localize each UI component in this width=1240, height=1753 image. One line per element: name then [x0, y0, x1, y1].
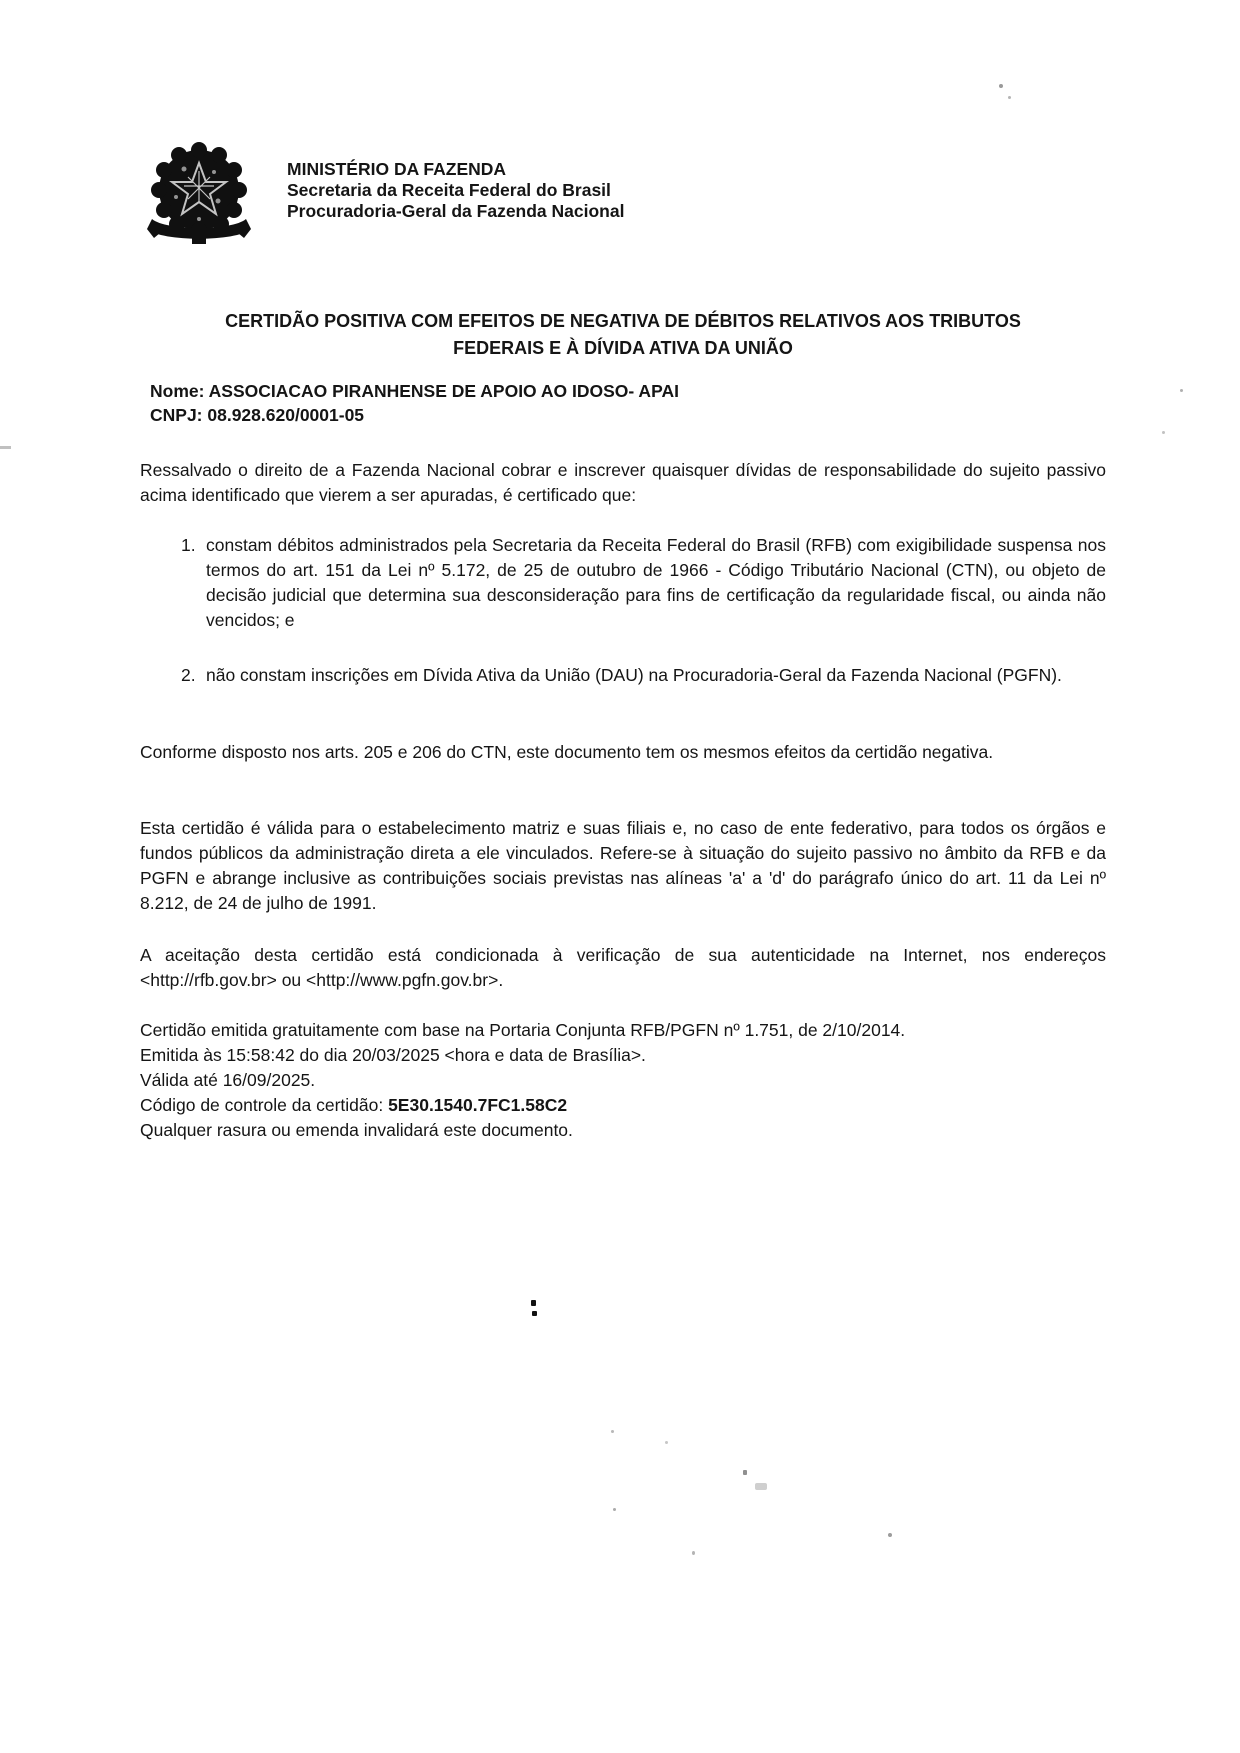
subject-name: Nome: ASSOCIACAO PIRANHENSE DE APOIO AO IDOSO- APAI [150, 381, 679, 401]
list-item-2-text: não constam inscrições em Dívida Ativa da União (DAU) na Procuradoria-Geral da Fazenda Nacional (PGFN). [206, 665, 1062, 685]
validity-line: Válida até 16/09/2025. [140, 1070, 316, 1090]
paragraph-aceitacao: A aceitação desta certidão está condicionada à verificação de sua autenticidade na Internet, nos endereços <http://rfb.gov.br> ou <http://www.pgfn.gov.br>. [140, 945, 1106, 990]
list-item-2-number: 2. [181, 665, 196, 685]
certificate-title [140, 308, 1106, 362]
scan-speck [1162, 431, 1165, 434]
scan-speck [531, 1300, 536, 1306]
list-item-1-text: constam débitos administrados pela Secretaria da Receita Federal do Brasil (RFB) com exigibilidade suspensa nos termos do art. 151 da Lei nº 5.172, de 25 de outubro de 1966 - Código Tributário Nacional (CTN), ou objeto de decisão judicial que determina sua desconsideração para fins de certificação da regularidade fiscal, ou ainda não vencidos; e [206, 535, 1106, 630]
scan-speck [611, 1430, 614, 1433]
emission-block [140, 1018, 1150, 1143]
ministry-name: MINISTÉRIO DA FAZENDA [287, 159, 507, 179]
emission-base-line: Certidão emitida gratuitamente com base na Portaria Conjunta RFB/PGFN nº 1.751, de 2/10/2014. [140, 1020, 906, 1040]
scan-speck [888, 1533, 892, 1537]
scan-speck [0, 446, 11, 449]
paragraph-conforme: Conforme disposto nos arts. 205 e 206 do CTN, este documento tem os mesmos efeitos da certidão negativa. [140, 742, 994, 762]
warning-line: Qualquer rasura ou emenda invalidará este documento. [140, 1120, 573, 1140]
certificate-title-line1: CERTIDÃO POSITIVA COM EFEITOS DE NEGATIVA DE DÉBITOS RELATIVOS AOS TRIBUTOS [225, 311, 1021, 331]
scan-speck [755, 1483, 767, 1490]
paragraph-validade-abrangencia: Esta certidão é válida para o estabelecimento matriz e suas filiais e, no caso de ente federativo, para todos os órgãos e fundos públicos da administração direta a ele vinculados. Refere-se à situação do sujeito passivo no âmbito da RFB e da PGFN e abrange inclusive as contribuições sociais previstas nas alíneas 'a' a 'd' do parágrafo único do art. 11 da Lei nº 8.212, de 24 de julho de 1991. [140, 818, 1106, 913]
attorney-general-name: Procuradoria-Geral da Fazenda Nacional [287, 201, 625, 221]
scan-speck [692, 1551, 695, 1555]
subject-cnpj: CNPJ: 08.928.620/0001-05 [150, 405, 365, 425]
secretariat-name: Secretaria da Receita Federal do Brasil [287, 180, 611, 200]
emission-datetime-line: Emitida às 15:58:42 do dia 20/03/2025 <hora e data de Brasília>. [140, 1045, 646, 1065]
intro-paragraph: Ressalvado o direito de a Fazenda Nacional cobrar e inscrever quaisquer dívidas de responsabilidade do sujeito passivo acima identificado que vierem a ser apuradas, é certificado que: [140, 460, 1106, 505]
scan-speck [665, 1441, 668, 1444]
scan-speck [999, 84, 1003, 88]
scan-speck [1008, 96, 1011, 99]
header-org-block [287, 159, 624, 222]
control-code-line [140, 1093, 1150, 1118]
control-code-label: Código de controle da certidão: [140, 1095, 389, 1115]
brazil-coat-of-arms-icon [146, 141, 252, 257]
scan-speck [532, 1311, 537, 1316]
scan-speck [743, 1470, 747, 1475]
subject-identification [150, 379, 679, 427]
certificate-title-line2: FEDERAIS E À DÍVIDA ATIVA DA UNIÃO [453, 338, 793, 358]
scan-speck [1180, 389, 1183, 392]
control-code-value: 5E30.1540.7FC1.58C2 [388, 1095, 568, 1115]
scan-speck [613, 1508, 616, 1511]
list-item-1-number: 1. [181, 535, 196, 555]
